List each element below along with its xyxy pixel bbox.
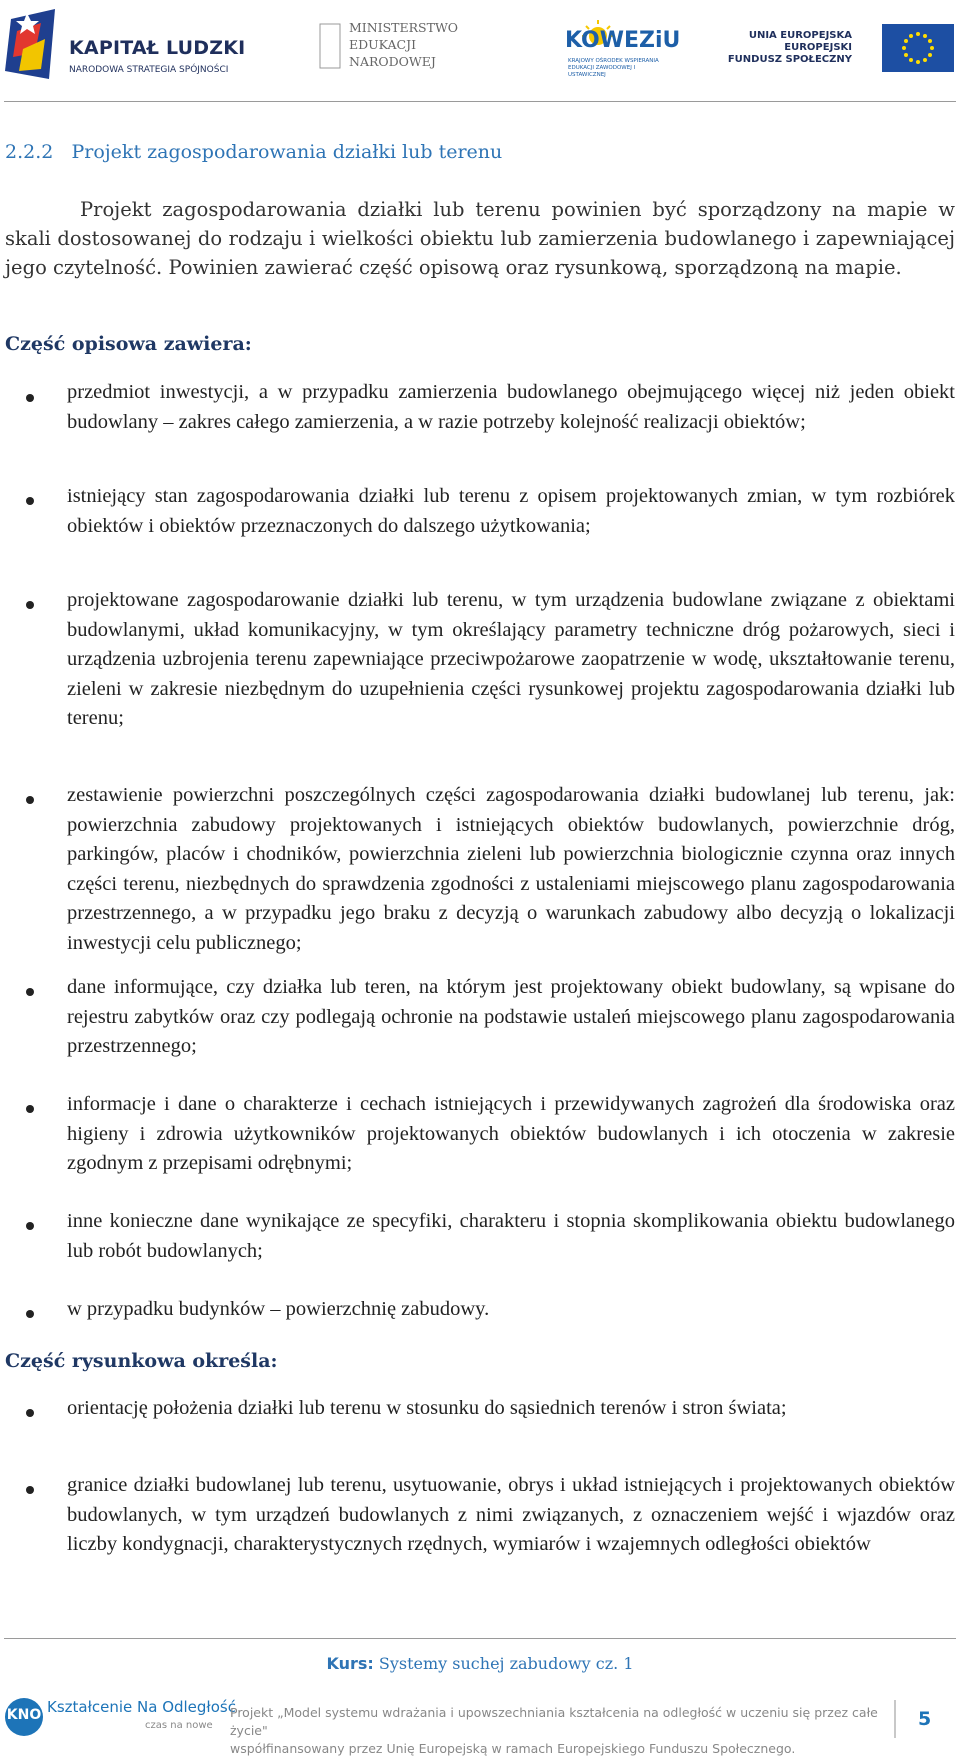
list-item: informacje i dane o charakterze i cechach istniejących i przewidywanych zagrożeń dla środowiska oraz higieny i zdrowia użytkowników projektowanych obiektów budowlanych i ich otoczenia w zakresie zgodnym z przepisami odrębnymi; (67, 1093, 955, 1174)
list-item: inne konieczne dane wynikające ze specyfiki, charakteru i stopnia skomplikowania obiektu budowlanego lub robót budowlanych; (67, 1210, 955, 1262)
eu-line3: FUNDUSZ SPOŁECZNY (727, 54, 852, 65)
bullet-icon (26, 601, 34, 609)
kno-subtitle: czas na nowe (145, 1720, 213, 1731)
bullet-icon (26, 1310, 34, 1318)
course-name: Systemy suchej zabudowy cz. 1 (378, 1654, 634, 1673)
list-item: projektowane zagospodarowanie działki lub terenu, w tym urządzenia budowlane związane z obiektami budowlanymi, układ komunikacyjny, w tym określający parametry techniczne dróg pożarowych, sieci i urządzenia uzbrojenia terenu zapewniające przeciwpożarowe zaopatrzenie w wodę, ukształtowanie terenu, zieleni w zakresie niezbędnym do uzupełnienia części rysunkowej projektu zagospodarowania działki lub terenu; (67, 589, 955, 729)
bullet-icon (26, 1222, 34, 1230)
ksztalcenie-na-odleglosc-logo (5, 1694, 236, 1740)
list-item: dane informujące, czy działka lub teren, na którym jest projektowany obiekt budowlany, są wpisane do rejestru zabytków oraz czy podlegają ochronie na podstawie ustaleń miejscowego planu zagospodarowania przestrzennego; (67, 976, 955, 1057)
section-title (5, 141, 502, 163)
footer-divider (4, 1638, 956, 1639)
ministerstwo-line1: MINISTERSTWO (349, 20, 459, 35)
kapital-ludzki-emblem-icon (5, 9, 63, 81)
bullet-icon (26, 988, 34, 996)
ministerstwo-line2: EDUKACJI (349, 37, 417, 52)
intro-text: Projekt zagospodarowania działki lub terenu powinien być sporządzony na mapie w skali dostosowanej do rodzaju i wielkości obiektu lub zamierzenia budowlanego i zapewniającej jego czytelność. Powinien zawierać część opisową oraz rysunkową, sporządzoną na mapie. (5, 198, 955, 279)
eu-logo (727, 20, 960, 76)
bullet-icon (26, 796, 34, 804)
page-number: 5 (918, 1708, 932, 1730)
kno-circle-icon: KNO (5, 1698, 43, 1736)
section-title-text: Projekt zagospodarowania działki lub terenu (71, 141, 503, 163)
section-number: 2.2.2 (5, 141, 54, 163)
ministerstwo-logo (316, 18, 466, 78)
kapital-ludzki-subtitle: NARODOWA STRATEGIA SPÓJNOŚCI (69, 65, 229, 75)
drawing-part-heading: Część rysunkowa określa: (5, 1350, 278, 1372)
project-info (230, 1704, 890, 1758)
project-line2: współfinansowany przez Unię Europejską w ramach Europejskiego Funduszu Społecznego. (230, 1741, 796, 1756)
koweziu-logo (560, 18, 681, 78)
list-item: w przypadku budynków – powierzchnię zabudowy. (67, 1298, 490, 1320)
intro-paragraph (5, 195, 955, 282)
eu-flag-icon (882, 24, 954, 72)
koweziu-title: KOWEZiU (565, 28, 681, 53)
ministerstwo-emblem-icon (316, 20, 344, 72)
kno-title: Kształcenie Na Odległość (47, 1698, 236, 1716)
page-header (0, 0, 960, 104)
bullet-icon (26, 1105, 34, 1113)
kapital-ludzki-logo (5, 9, 245, 89)
list-item: istniejący stan zagospodarowania działki lub terenu z opisem projektowanych zmian, w tym rozbiórek obiektów i obiektów przeznaczonych do dalszego użytkowania; (67, 485, 955, 537)
course-label: Kurs: (326, 1654, 374, 1673)
project-line1: Projekt „Model systemu wdrażania i upowszechniania kształcenia na odległość w uczeniu się przez całe życie" (230, 1705, 878, 1738)
bullet-icon (26, 394, 34, 402)
header-divider (4, 101, 956, 102)
course-line (0, 1654, 960, 1673)
footer-separator (894, 1700, 896, 1738)
eu-line1: UNIA EUROPEJSKA (748, 30, 852, 41)
eu-line2: EUROPEJSKI (784, 42, 852, 53)
bullet-icon (26, 1409, 34, 1417)
ministerstwo-line3: NARODOWEJ (349, 54, 436, 69)
list-item: zestawienie powierzchni poszczególnych części zagospodarowania działki budowlanej lub terenu, jak: powierzchnia zabudowy projektowanych i istniejących obiektów budowlanych, powierzchnie dróg, parkingów, placów i chodników, powierzchnia zieleni lub powierzchnia biologicznie czynna oraz innych części terenu, niezbędnych do sprawdzenia zgodności z ustaleniami miejscowego planu zagospodarowania przestrzennego, a w przypadku jego braku z decyzją o warunkach zabudowy albo decyzją o lokalizacji inwestycji celu publicznego; (67, 784, 955, 954)
eu-text (728, 30, 852, 66)
kapital-ludzki-title: KAPITAŁ LUDZKI (69, 37, 246, 59)
bullet-icon (26, 497, 34, 505)
descriptive-part-heading: Część opisowa zawiera: (5, 333, 252, 355)
bullet-icon (26, 1486, 34, 1494)
koweziu-subtitle: KRAJOWY OŚRODEK WSPIERANIA EDUKACJI ZAWODOWEJ I USTAWICZNEJ (568, 58, 659, 78)
list-item: przedmiot inwestycji, a w przypadku zamierzenia budowlanego obejmującego więcej niż jeden obiekt budowlany – zakres całego zamierzenia, a w razie potrzeby kolejność realizacji obiektów; (67, 381, 955, 433)
list-item: granice działki budowlanej lub terenu, usytuowanie, obrys i układ istniejących i projektowanych obiektów budowlanych, w tym urządzeń budowlanych z nimi związanych, z oznaczeniem wejść i wjazdów oraz liczby kondygnacji, charakterystycznych rzędnych, wymiarów i wzajemnych odległości obiektów (67, 1474, 955, 1555)
list-item: orientację położenia działki lub terenu w stosunku do sąsiednich terenów i stron świata; (67, 1397, 787, 1419)
